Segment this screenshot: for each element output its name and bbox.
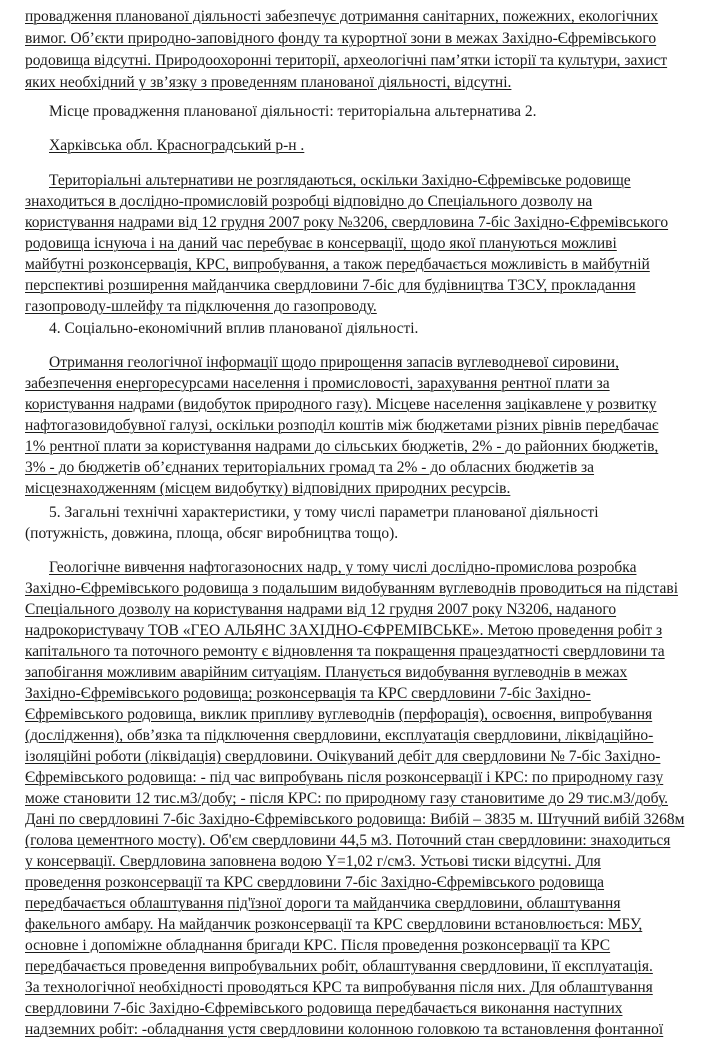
text-line: Західно-Єфремівського родовища з подальшим видобуванням вуглеводнів проводиться на підставі [25,580,679,597]
text-line: 3% - до бюджетів об’єднаних територіальних громад та 2% - до обласних бюджетів за [25,459,595,476]
location-value: Харківська обл. Красноградський р-н . [49,137,305,154]
text-line: може становити 12 тис.м3/добу; - після КРС: по природному газу становитиме до 29 тис.м3/добу. [25,790,669,807]
section-heading: 4. Соціально-економічний вплив планованої діяльності. [49,320,419,337]
text-line: забезпечення енергоресурсами населення і промисловості, зарахування рентної плати за [25,375,610,392]
text-line: запобігання можливим аварійним ситуаціям. Планується видобування вуглеводнів в межах [25,664,628,681]
section-heading: 5. Загальні технічні характеристики, у тому числі параметри планованої діяльності [49,504,599,521]
text-line: знаходиться в дослідно-промисловій розробці відповідно до Спеціального дозволу на [25,193,593,210]
text-line: 1% рентної плати за користування надрами до сільських бюджетів, 2% - до районних бюджетів, [25,438,659,455]
text-line: Єфремівського родовища, виклик припливу вуглеводнів (перфорація), освоєння, випробування [25,706,653,723]
text-line: вимог. Об’єкти природно-заповідного фонду та курортної зони в межах Західно-Єфремівського [25,30,657,47]
text-line: За технологічної необхідності проводяться КРС та випробування після них. Для облаштування [25,979,653,996]
text-line: родовища відсутні. Природоохоронні території, археологічні пам’ятки історії та культури, захист [25,52,668,69]
text-line: передбачається облаштування під'їзної дороги та майданчика свердловини, облаштування [25,895,621,912]
text-line: користування надрами (видобуток природного газу). Місцеве населення зацікавлене у розвитку [25,396,657,413]
text-line: надземних робіт: -обладнання устя свердловини колонною головкою та встановлення фонтанної [25,1021,664,1038]
text-line: провадження планованої діяльності забезпечує дотримання санітарних, пожежних, екологічних [25,8,659,25]
text-line: майбутні розконсервація, КРС, випробування, а також передбачається можливість в майбутній [25,256,650,273]
text-line: яких необхідний у зв’язку з проведенням планованої діяльності, відсутні. [25,74,512,91]
text-line: користування надрами від 12 грудня 2007 року №3206, свердловина 7-біс Західно-Єфремівського [25,214,669,231]
text-line: ізоляційні роботи (ліквідація) свердловини. Очікуваний дебіт для свердловини № 7-біс Західно- [25,748,661,765]
text-line: надрокористувачу ТОВ «ГЕО АЛЬЯНС ЗАХІДНО-ЄФРЕМІВСЬКЕ». Метою проведення робіт з [25,622,663,639]
text-line: Єфремівського родовища: - під час випробувань після розконсервації і КРС: по природному газу [25,769,664,786]
text-line: перспективі розширення майданчика свердловини 7-біс для будівництва ТЗСУ, прокладання [25,277,636,294]
text-line: Отримання геологічної інформації щодо прирощення запасів вуглеводневої сировини, [49,354,619,371]
text-line: (дослідження), обв’язка та підключення свердловини, експлуатація свердловини, ліквідаційно- [25,727,654,744]
text-line: Дані по свердловині 7-біс Західно-Єфремівського родовища: Вибій – 3835 м. Штучний вибій 3268м [25,811,685,828]
text-line: передбачається проведення випробувальних робіт, облаштування свердловини, її експлуатація. [25,958,653,975]
text-line: Територіальні альтернативи не розглядаються, оскільки Західно-Єфремівське родовище [49,172,631,189]
text-line: газопроводу-шлейфу та підключення до газопроводу. [25,298,377,315]
section-heading-cont: (потужність, довжина, площа, обсяг виробництва тощо). [25,525,399,542]
text-line: капітального та поточного ремонту є відновлення та покращення працездатності свердловини та [25,643,665,660]
text-line: проведення розконсервації та КРС свердловини 7-біс Західно-Єфремівського родовища [25,874,605,891]
location-label: Місце провадження планованої діяльності: територіальна альтернатива 2. [49,103,537,120]
text-line: місцезнаходженням (місцем видобутку) відповідних природних ресурсів. [25,480,511,497]
text-line: нафтогазовидобувної галузі, оскільки розподіл коштів між бюджетами різних рівнів передбачає [25,417,659,434]
text-line: у консервації. Свердловина заповнена водою Y=1,02 г/см3. Устьові тиски відсутні. Для [25,853,601,870]
text-line: свердловини 7-біс Західно-Єфремівського родовища передбачається виконання наступних [25,1000,623,1017]
text-line: (голова цементного мосту). Об'єм свердловини 44,5 м3. Поточний стан свердловини: знаходиться [25,832,671,849]
text-line: факельного амбару. На майданчик розконсервації та КРС свердловини встановлюється: МБУ, [25,916,643,933]
text-line: Спеціального дозволу на користування надрами від 12 грудня 2007 року N3206, наданого [25,601,617,618]
text-line: родовища існуюча і на даний час перебуває в консервації, щодо якої плануються можливі [25,235,617,252]
text-line: Геологічне вивчення нафтогазоносних надр, у тому числі дослідно-промислова розробка [49,559,637,576]
text-line: Західно-Єфремівського родовища; розконсервація та КРС свердловини 7-біс Західно- [25,685,591,702]
text-line: основне і допоміжне обладнання бригади КРС. Після проведення розконсервації та КРС [25,937,611,954]
